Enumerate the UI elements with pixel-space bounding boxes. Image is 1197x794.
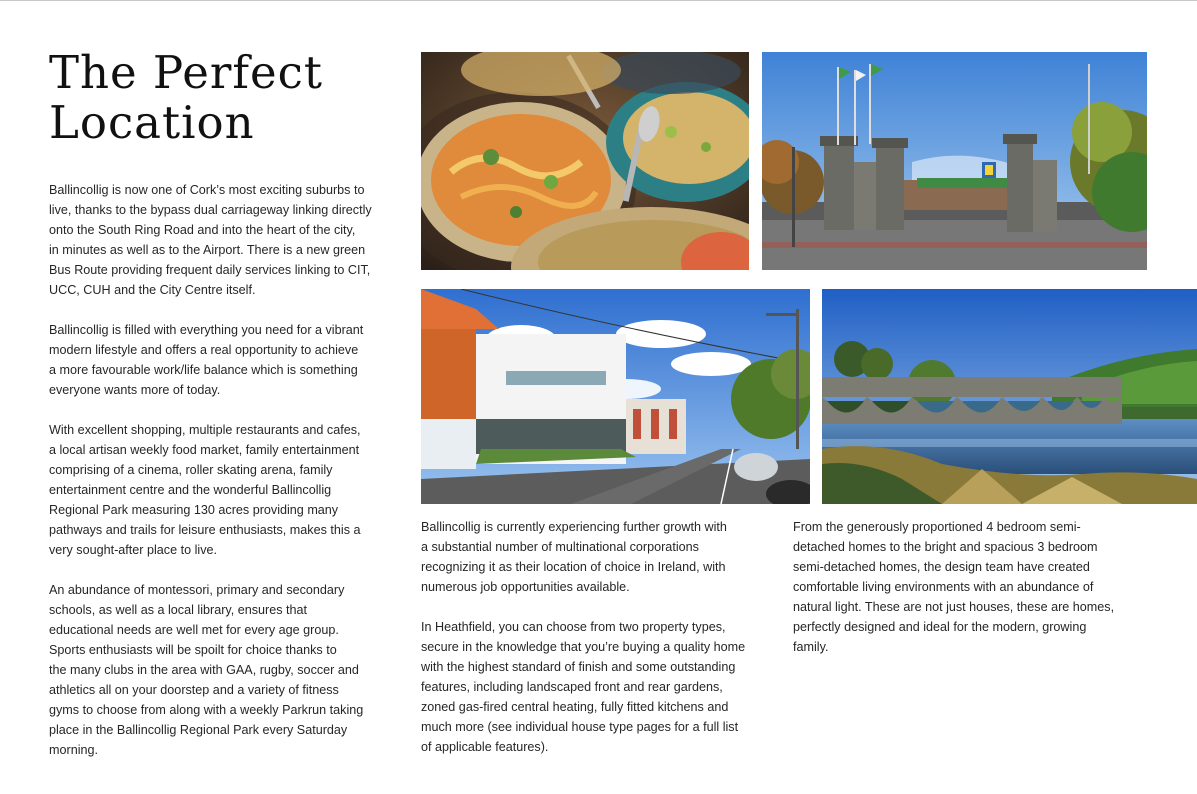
title-line: Location (49, 96, 255, 149)
bridge-photo (822, 289, 1197, 504)
bridge-illustration (822, 289, 1197, 504)
middle-text-column (421, 517, 781, 777)
text-line: comprising of a cinema, roller skating arena, family (49, 463, 333, 477)
text-line: family. (793, 640, 829, 654)
text-line: comfortable living environments with an abundance of (793, 580, 1094, 594)
text-line: Regional Park measuring 130 acres providing many (49, 503, 339, 517)
text-line: modern lifestyle and offers a real opportunity to achieve (49, 343, 359, 357)
text-line: in minutes as well as to the Airport. There is a new green (49, 243, 366, 257)
text-line: In Heathfield, you can choose from two property types, (421, 620, 726, 634)
text-line: the many clubs in the area with GAA, rugby, soccer and (49, 663, 359, 677)
text-line: From the generously proportioned 4 bedroom semi- (793, 520, 1081, 534)
title-line: The Perfect (49, 46, 323, 99)
text-line: secure in the knowledge that you’re buying a quality home (421, 640, 746, 654)
food-illustration (421, 52, 749, 270)
text-line: An abundance of montessori, primary and secondary (49, 583, 345, 597)
paragraph-amenities (49, 420, 407, 560)
text-line: gyms to choose from along with a weekly Parkrun taking (49, 703, 364, 717)
page-title (49, 48, 389, 148)
text-line: schools, as well as a local library, ensures that (49, 603, 308, 617)
text-line: entertainment centre and the wonderful Ballincollig (49, 483, 332, 497)
food-photo (421, 52, 749, 270)
text-line: live, thanks to the bypass dual carriageway linking directly (49, 203, 372, 217)
text-line: pathways and trails for leisure enthusiasts, makes this a (49, 523, 361, 537)
text-line: much more (see individual house type pages for a full list (421, 720, 739, 734)
text-line: everyone wants more of today. (49, 383, 221, 397)
text-line: very sought-after place to live. (49, 543, 217, 557)
text-line: semi-detached homes, the design team have created (793, 560, 1090, 574)
text-line: features, including landscaped front and rear gardens, (421, 680, 723, 694)
text-line: of applicable features). (421, 740, 549, 754)
text-line: athletics all on your doorstep and a variety of fitness (49, 683, 339, 697)
paragraph-heathfield (421, 617, 781, 757)
paragraph-transport (49, 180, 407, 300)
paragraph-lifestyle (49, 320, 407, 400)
street-photo (421, 289, 810, 504)
text-line: Ballincollig is currently experiencing further growth with (421, 520, 727, 534)
text-line: a local artisan weekly food market, family entertainment (49, 443, 360, 457)
paragraph-homes (793, 517, 1155, 657)
gates-photo (762, 52, 1147, 270)
text-line: onto the South Ring Road and into the heart of the city, (49, 223, 356, 237)
text-line: morning. (49, 743, 98, 757)
text-line: perfectly designed and ideal for the modern, growing (793, 620, 1087, 634)
street-illustration (421, 289, 810, 504)
top-rule (0, 0, 1197, 1)
text-line: Ballincollig is filled with everything you need for a vibrant (49, 323, 364, 337)
gates-illustration (762, 52, 1147, 270)
text-line: detached homes to the bright and spacious 3 bedroom (793, 540, 1098, 554)
text-line: UCC, CUH and the City Centre itself. (49, 283, 256, 297)
text-line: recognizing it as their location of choice in Ireland, with (421, 560, 726, 574)
text-line: place in the Ballincollig Regional Park every Saturday (49, 723, 348, 737)
text-line: educational needs are well met for every age group. (49, 623, 339, 637)
text-line: natural light. These are not just houses, these are homes, (793, 600, 1115, 614)
paragraph-schools (49, 580, 407, 760)
text-line: Ballincollig is now one of Cork’s most exciting suburbs to (49, 183, 365, 197)
text-line: Bus Route providing frequent daily services linking to CIT, (49, 263, 371, 277)
left-text-column (49, 180, 407, 780)
text-line: zoned gas-fired central heating, fully fitted kitchens and (421, 700, 729, 714)
paragraph-growth (421, 517, 781, 597)
text-line: a more favourable work/life balance which is something (49, 363, 358, 377)
text-line: numerous job opportunities available. (421, 580, 630, 594)
text-line: With excellent shopping, multiple restaurants and cafes, (49, 423, 361, 437)
text-line: Sports enthusiasts will be spoilt for choice thanks to (49, 643, 337, 657)
text-line: a substantial number of multinational corporations (421, 540, 699, 554)
text-line: with the highest standard of finish and some outstanding (421, 660, 736, 674)
right-text-column (793, 517, 1155, 677)
